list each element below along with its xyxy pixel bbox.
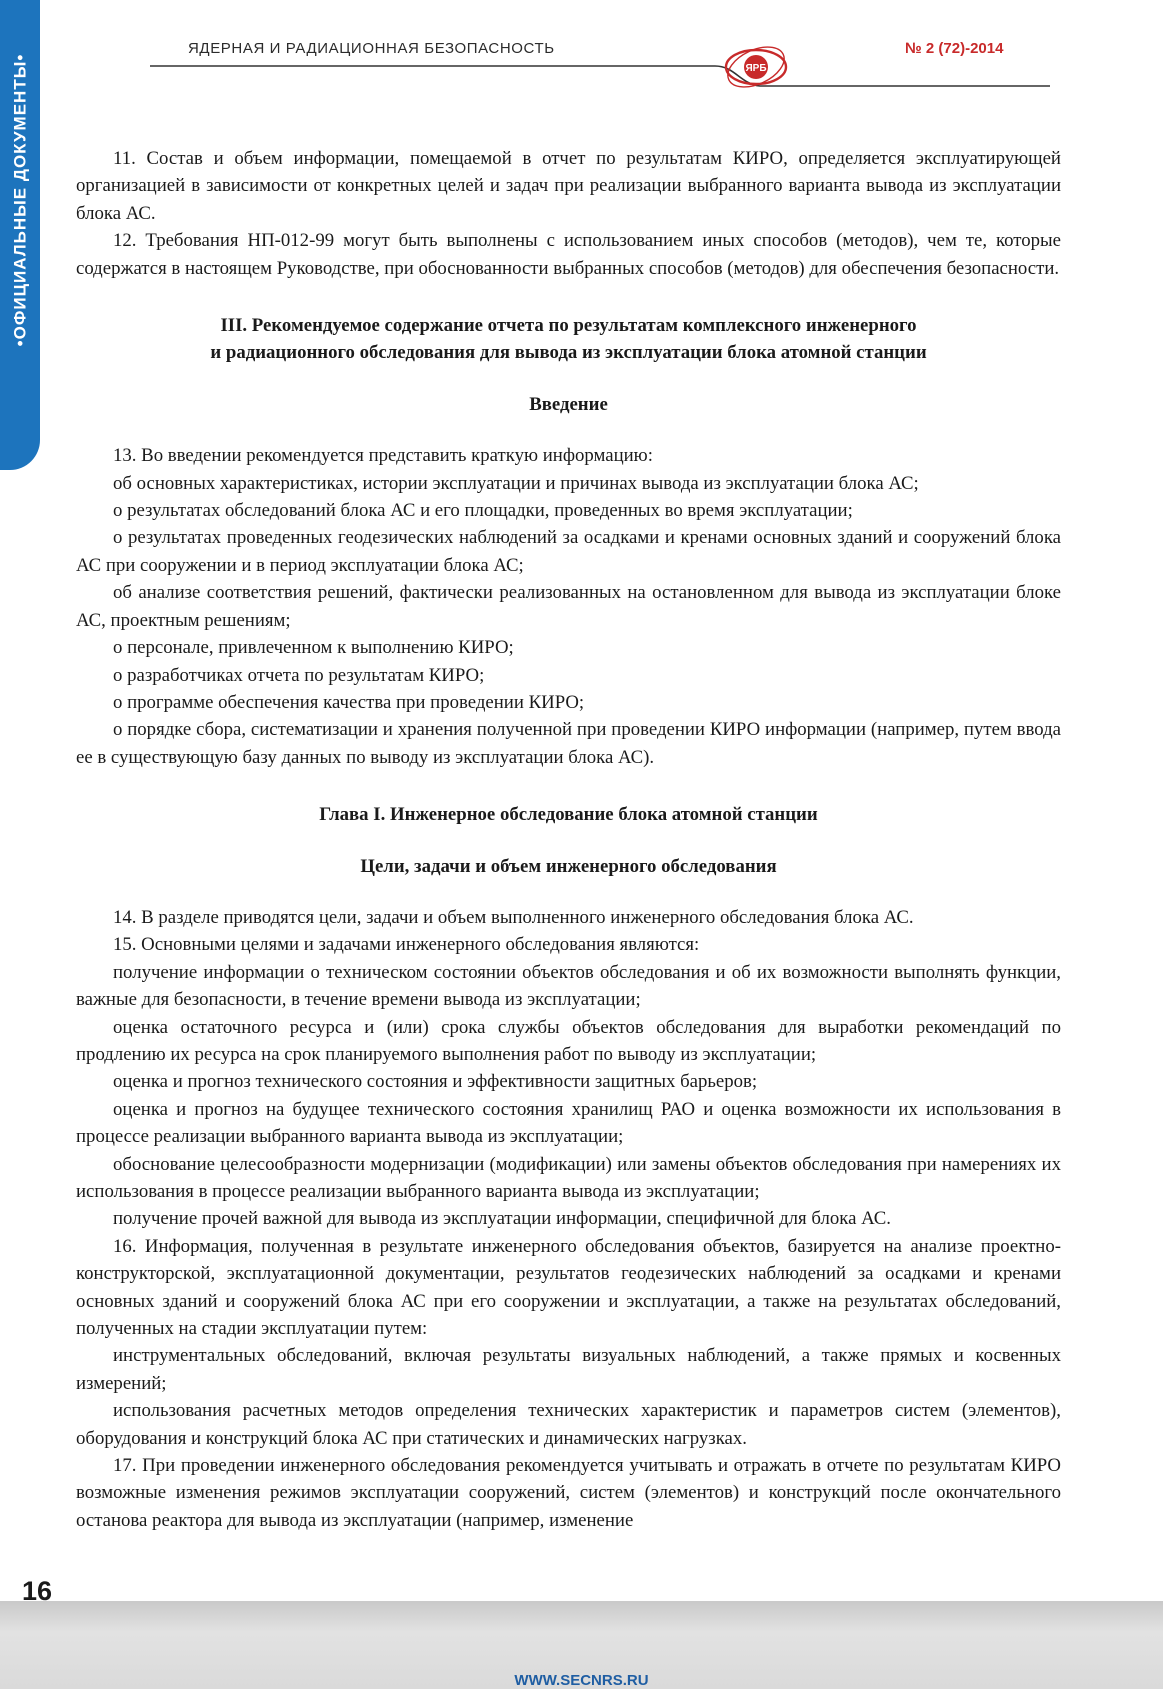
page-header [0,0,1163,110]
paragraph-15-item-e: обоснование целесообразности модернизации (модификации) или замены объектов обследования при намерениях их использования в процессе реализации выбранного варианта вывода из эксплуатации; [76,1153,1061,1202]
paragraph-15-item-a: получение информации о техническом состоянии объектов обследования и об их возможности выполнять функции, важные для безопасности, в течение времени вывода из эксплуатации; [76,961,1061,1011]
paragraph-15-item-b: оценка остаточного ресурса и (или) срока службы объектов обследования для выработки рекомендаций по продлению их ресурса на срок планируемого выполнения работ по выводу из эксплуатации; [76,1016,1061,1065]
paragraph-14: 14. В разделе приводятся цели, задачи и объем выполненного инженерного обследования блока АС. [113,906,914,928]
paragraph-13-item-g: о программе обеспечения качества при проведении КИРО; [113,691,585,713]
paragraph-16-item-b: использования расчетных методов определения технических характеристик и параметров систем (элементов), оборудования и конструкций блока АС при статических и динамических нагрузках. [76,1400,1061,1449]
paragraph-12: 12. Требования НП-012-99 могут быть выполнены с использованием иных способов (методов), чем те, которые содержатся в настоящем Руководстве, при обоснованности выбранных способов (методов) для обеспечения безопасности. [76,230,1061,279]
document-body [76,145,1061,1534]
paragraph-16: 16. Информация, полученная в результате инженерного обследования объектов, базируется на анализе проектно-конструкторской, эксплуатационной документации, результатов геодезических наблюдений за осадками и кренами основных зданий и сооружений блока АС при его сооружении и эксплуатации, а также на результатах обследований, полученных на стадии эксплуатации путем: [76,1235,1061,1340]
journal-logo-text: ЯРБ [745,63,767,74]
paragraph-13-item-e: о персонале, привлеченном к выполнению КИРО; [113,637,514,659]
journal-logo-icon [722,44,790,90]
section-side-tab-label: •ОФИЦИАЛЬНЫЕ ДОКУМЕНТЫ• [10,53,29,347]
paragraph-17: 17. При проведении инженерного обследования рекомендуется учитывать и отражать в отчете по результатам КИРО возможные изменения режимов эксплуатации сооружений, систем (элементов) и конструкций после окончательного останова реактора для вывода из эксплуатации (например, изменение [76,1455,1061,1531]
journal-title: ЯДЕРНАЯ И РАДИАЦИОННАЯ БЕЗОПАСНОСТЬ [188,40,555,57]
introduction-heading: Введение [529,393,608,415]
paragraph-13-item-c: о результатах проведенных геодезических наблюдений за осадками и кренами основных зданий и сооружений блока АС при сооружении и в период эксплуатации блока АС; [76,527,1061,576]
paragraph-13-item-a: об основных характеристиках, истории эксплуатации и причинах вывода из эксплуатации блока АС; [113,472,919,494]
paragraph-13-item-b: о результатах обследований блока АС и его площадки, проведенных во время эксплуатации; [113,500,853,522]
chapter-1-heading: Глава I. Инженерное обследование блока атомной станции [319,804,818,826]
paragraph-11: 11. Состав и объем информации, помещаемой в отчет по результатам КИРО, определяется эксплуатирующей организацией в зависимости от конкретных целей и задач при реализации выбранного варианта вывода из эксплуатации блока АС. [76,148,1061,224]
paragraph-13: 13. Во введении рекомендуется представить краткую информацию: [113,445,653,467]
issue-number: № 2 (72)-2014 [905,40,1004,57]
paragraph-15-item-f: получение прочей важной для вывода из эксплуатации информации, специфичной для блока АС. [113,1208,891,1230]
paragraph-16-item-a: инструментальных обследований, включая результаты визуальных наблюдений, а также прямых и косвенных измерений; [76,1345,1061,1394]
paragraph-13-item-d: об анализе соответствия решений, фактически реализованных на остановленном для вывода из эксплуатации блоке АС, проектным решениям; [76,582,1061,631]
website-link[interactable]: WWW.SECNRS.RU [514,1672,649,1689]
paragraph-15: 15. Основными целями и задачами инженерного обследования являются: [113,934,700,956]
section-3-heading-line-2: и радиационного обследования для вывода из эксплуатации блока атомной станции [210,342,927,364]
paragraph-13-item-f: о разработчиках отчета по результатам КИРО; [113,664,485,686]
header-rule [150,60,1050,90]
paragraph-15-item-c: оценка и прогноз технического состояния и эффективности защитных барьеров; [113,1071,758,1093]
goals-heading: Цели, задачи и объем инженерного обследования [360,855,777,877]
section-3-heading-line-1: III. Рекомендуемое содержание отчета по результатам комплексного инженерного [220,315,917,337]
paragraph-13-item-h: о порядке сбора, систематизации и хранения полученной при проведении КИРО информации (например, путем ввода ее в существующую базу данных по выводу из эксплуатации блока АС). [76,719,1061,768]
page-number: 16 [22,1576,53,1606]
paragraph-15-item-d: оценка и прогноз на будущее технического состояния хранилищ РАО и оценка возможности их использования в процессе реализации выбранного варианта вывода из эксплуатации; [76,1098,1061,1148]
